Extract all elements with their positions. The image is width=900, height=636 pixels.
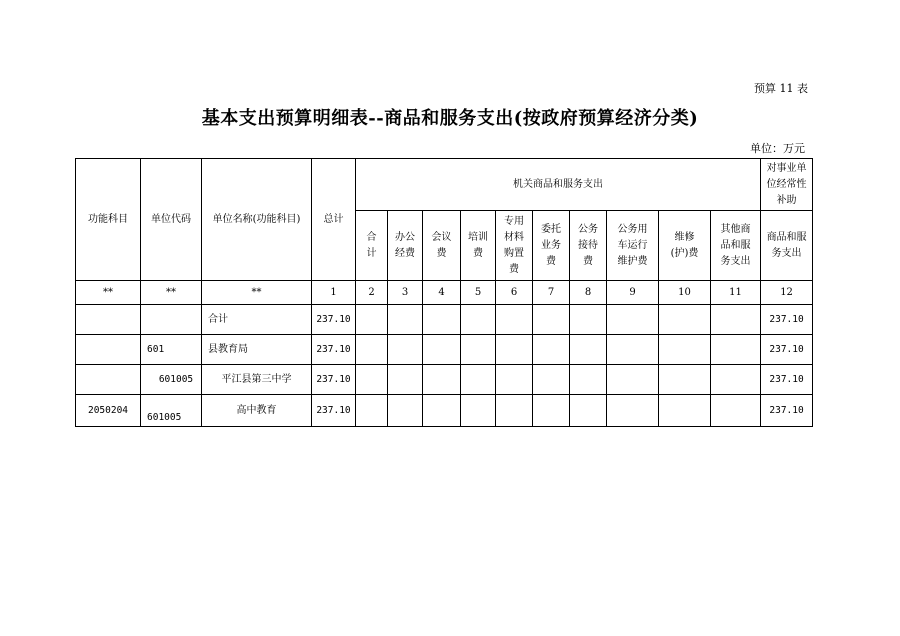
subheader-materials: 专用 材料 购置 费 xyxy=(496,211,533,281)
unit-code-cell: 601005 xyxy=(141,395,202,427)
header-unit-code: 单位代码 xyxy=(141,159,202,281)
index-cell: 5 xyxy=(461,281,496,305)
index-cell: 1 xyxy=(312,281,356,305)
table-row xyxy=(76,335,813,365)
func-subject-cell xyxy=(76,335,141,365)
table-row xyxy=(76,365,813,395)
unit-name-cell: 合计 xyxy=(202,305,312,335)
subsidy-cell: 237.10 xyxy=(761,395,813,427)
total-cell: 237.10 xyxy=(312,365,356,395)
index-cell: 11 xyxy=(711,281,761,305)
page-title: 基本支出预算明细表--商品和服务支出(按政府预算经济分类) xyxy=(201,108,699,129)
header-total: 总计 xyxy=(312,159,356,281)
unit-name-cell: 平江县第三中学 xyxy=(202,365,312,395)
index-cell: 3 xyxy=(388,281,423,305)
unit-name-cell: 县教育局 xyxy=(202,335,312,365)
subheader-commissioned: 委托 业务 费 xyxy=(533,211,570,281)
index-cell: 8 xyxy=(570,281,607,305)
index-cell: 10 xyxy=(659,281,711,305)
unit-code-cell: 601 xyxy=(141,335,202,365)
index-cell: 7 xyxy=(533,281,570,305)
table-row xyxy=(76,395,813,427)
index-cell: 12 xyxy=(761,281,813,305)
unit-code-cell: 601005 xyxy=(141,365,202,395)
header-org-goods-services: 机关商品和服务支出 xyxy=(356,159,761,211)
table-row xyxy=(76,305,813,335)
index-cell: 6 xyxy=(496,281,533,305)
form-number: 预算 11 表 xyxy=(754,82,808,95)
subheader-training: 培训 费 xyxy=(461,211,496,281)
func-subject-cell: 2050204 xyxy=(76,395,141,427)
subheader-sum: 合 计 xyxy=(356,211,388,281)
header-unit-name: 单位名称(功能科目) xyxy=(202,159,312,281)
header-subsidy: 对事业单 位经常性 补助 xyxy=(761,159,813,211)
subheader-other: 其他商 品和服 务支出 xyxy=(711,211,761,281)
total-cell: 237.10 xyxy=(312,335,356,365)
budget-table xyxy=(75,158,813,427)
index-cell: ** xyxy=(76,281,141,305)
subheader-maintenance: 维修 (护)费 xyxy=(659,211,711,281)
subsidy-cell: 237.10 xyxy=(761,335,813,365)
subheader-meeting: 会议 费 xyxy=(423,211,461,281)
func-subject-cell xyxy=(76,305,141,335)
unit-label: 单位：万元 xyxy=(750,142,805,155)
index-cell: ** xyxy=(202,281,312,305)
subsidy-cell: 237.10 xyxy=(761,305,813,335)
total-cell: 237.10 xyxy=(312,305,356,335)
index-cell: 2 xyxy=(356,281,388,305)
subheader-vehicle: 公务用 车运行 维护费 xyxy=(607,211,659,281)
index-cell: ** xyxy=(141,281,202,305)
subheader-subsidy-goods: 商品和服 务支出 xyxy=(761,211,813,281)
func-subject-cell xyxy=(76,365,141,395)
index-row xyxy=(76,281,813,305)
subheader-reception: 公务 接待 费 xyxy=(570,211,607,281)
header-func-subject: 功能科目 xyxy=(76,159,141,281)
unit-code-cell xyxy=(141,305,202,335)
subsidy-cell: 237.10 xyxy=(761,365,813,395)
subheader-office: 办公 经费 xyxy=(388,211,423,281)
total-cell: 237.10 xyxy=(312,395,356,427)
unit-name-cell: 高中教育 xyxy=(202,395,312,427)
index-cell: 9 xyxy=(607,281,659,305)
index-cell: 4 xyxy=(423,281,461,305)
